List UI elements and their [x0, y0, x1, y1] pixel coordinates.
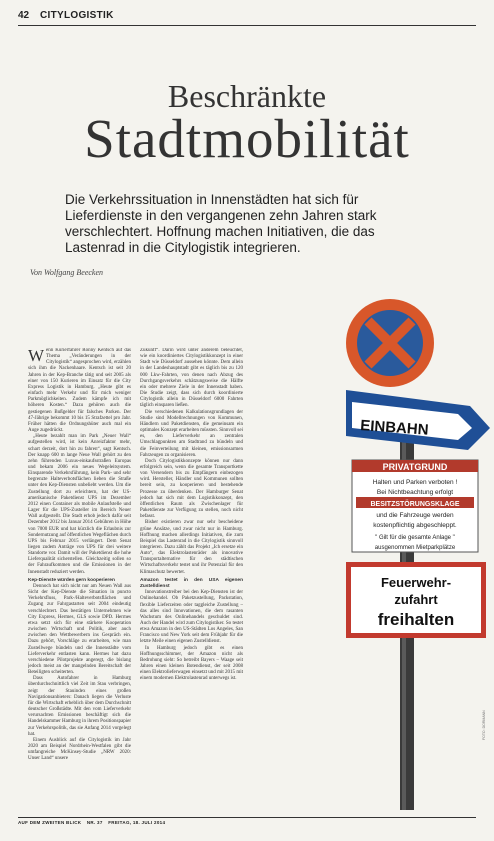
sign-besitz: BESITZSTÖRUNGSKLAGE [370, 501, 460, 508]
page-header [18, 10, 476, 24]
sign-gilt: " Gilt für die gesamte Anlage " [375, 535, 455, 541]
title-line-2: Stadtmobilität [84, 108, 410, 169]
col2-paragraph-5: Innovationstreiber bei den Kep-Diensten ist der Onlinehandel. Ob Paketzustellung, Packstation, flexible Lieferzeiten oder taggleiche Zustellung – das alles sind Innovationen, die dem rasanten Wachstum des Onlinehandels geschuldet sind. Auch der Handel wird zum Citylogistiker. So testet etwa Amazon in den US-Städten Los Angeles, San Francisco und New York seit dem Frühjahr für die letzte Meile einen eigenen Zustelldienst. [140, 590, 243, 645]
sign-privatgrund: PRIVATGRUND [382, 462, 448, 472]
page-number: 42 [18, 10, 30, 21]
col1-paragraph-2: „Heute bezahlt man im Park „Neuer Wall“ aufgestellen wird, ist kein Anreizfaktor mehr, schart derzeit, dort hin zu fahren“, sagt Kentsch. Der knapp 600 m lange Neue Wall gehört zu den zehn führenden Luxus-einkaufsstraßen Europas und bekam 2006 ein neues Wegeleitsystem. Einsparende Verkehrsführung, kein Park- und sehr begrenzte Halteverbotsflächen lieben die Straße unter den Kep-Diensten unbeliebt werden. Um die Zustellung dort zu erleichtern, hat der US-amerikanische Paketdienst UPS im Dezember 2012 einen Container als mobile Anlaufstelle und Lager für die UPS-Zusteller im Bereich Neuer Wall aufgestellt. Die Stadt erhob jedoch dafür seit Dezember 2012 bis Januar 2014 Gebühren in Höhe von 7000 EUR und hat kürzlich die Erlaubnis zur Sondernutzung auf öffentlichen Wegeflächen durch UPS bis Februar 2015 verlängert. Dem Senat liegen zudem Anträge von UPS für drei weitere Standorte vor. Damit will der Paketdienst die hohe Lieferqualität sicherstellen. Gleichzeitig sollen so der Fahraufkommen und die Emissionen in der Innenstadt reduziert werden. [28, 434, 131, 575]
col2-paragraph-6: In Hamburg jedoch gibt es einen Hoffnungsschimmer, der Amazon nicht als Bedrohung sieht: So betreibt Bayers – Waage seit Jahren einen kleinen Botendienst, der seit 2008 einen Elektrolieferwagen einsetzt und mit 2015 mit einem modernen Elektrolastenrad unterwegs ist. [140, 645, 243, 682]
col1-paragraph-1: enn Kurierfahrer Ronny Kentsch auf das Thema „Veränderungen in der Citylogistik“ angesprochen wird, erzählen sich ihm die Nackenhaare. Kentsch ist seit 20 Jahren in der Kep-Branche tätig und seit 2005 als einer von 150 Kurieren im Einsatz für die City Express Logistik in Hamburg. „Heute gibt es einfach mehr Verkehr und für mich weniger Parkmöglichkeiten. Zudem kämpfe ich mit höheren Kosten.“ Dazu gehören auch die gestiegenen Bußgelder für falsches Parken. Der 47-Jährige bekommt 10 bis 15 Strafzettel pro Jahr. Früher hätten die Ordnungshüter auch mal ein Auge zugedrückt. [28, 348, 131, 434]
fire-lane-sign [346, 562, 486, 638]
photo-credit: FOTO: DORMANN [482, 710, 486, 740]
sign-bei: Bei Nichtbeachtung erfolgt [376, 489, 454, 496]
footer-publication: AUF DEM ZWEITEN BLICK [18, 820, 82, 825]
col1-paragraph-5: Einem Ausblick auf die Citylogistik im Jahr 2020 am Beispiel Nordrhein-Westfalen gibt die umfangreiche McKinsey-Studie „NRW 2020: Unser Land“ unsere [28, 737, 131, 762]
col2-paragraph-3: Doch Citylogistikkonzepte können nur dann erfolgreich sein, wenn die gesamte Transportkette von Versendern bis zu Empfängern einbezogen wird. Hersteller, Händler und Kommunen sollten bereit sein, zu kooperieren und bestehende Prozesse zu überdenken. Der Hamburger Senat jedoch hat sich mit dem Logistikkonzept, den öffentlichen Raum als Zwischenlager für Paketdienste zur Verfügung zu stellen, noch nicht befasst. [140, 458, 243, 520]
sign-und: und die Fahrzeuge werden [376, 512, 454, 519]
col2-paragraph-1: Zukunft“. Darin wird unter anderem beleuchtet, wie ein koordiniertes Citylogistikkonzept in einer Stadt wie Düsseldorf aussehen könnte. Dem allein in der Landeshauptstadt gibt es täglich bis zu 120 000 Lkw-Fahrten, von denen nach Abzug des Durchgangsverkehrs schätzungsweise die Hälfte ein oder mehrere Ziele in der Innenstadt haben. Die Studie zeigt, dass sich durch koordinierte Citylogistik allein in Düsseldorf 6000 Fahrten täglich einsparen ließen. [140, 348, 243, 409]
sign-feuer-1: Feuerwehr- [380, 575, 452, 590]
one-way-sign [346, 390, 490, 450]
sign-ausgenommen: ausgenommen Mietparkplätze [374, 545, 456, 551]
col2-subheading: Amazon testet in den USA eigenen Zustelldienst [140, 577, 243, 589]
drop-cap: W [28, 348, 45, 365]
footer-date: FREITAG, 18. JULI 2014 [108, 820, 166, 825]
col1-paragraph-3: Dennoch hat sich nicht nur am Neuen Wall aus Sicht der Kep-Dienste die Situation in puncto Verkehrsfluss, Park-/Halteverbotsflächen und Zugang zur Fahrgastarten seit 2004 eindeutig verschlechtert. Das bestätigen Unternehmen wie City Express, Hermes, GLS sowie DPD. Hermes etwa setzt sich für eine stärkere Kooperation zwischen Wirtschaft und Politik, aber auch zwischen den Wettbewerbern ins Gespräch ein. Dazu gehört, Vorschläge zu erarbeiten, wie man Zustellwege bündeln und die Innenstädte vom Lieferverkehr entlasten kann. Hermes hat dazu verschiedene Pilotprojekte angeregt, die bislang jedoch meist an der mangelnden Bereitschaft der Beteiligten scheiterten. [28, 583, 131, 676]
page-footer [18, 817, 476, 825]
sign-feuer-3: freihalten [377, 610, 455, 629]
author-byline: Von Wolfgang Beecken [30, 268, 104, 277]
section-label: CITYLOGISTIK [40, 10, 114, 21]
footer-issue: NR. 37 [86, 820, 103, 825]
street-sign-photo [318, 288, 492, 810]
sign-halten: Halten und Parken verboten ! [372, 479, 458, 486]
col1-paragraph-4: Dass Autofahrer in Hamburg überdurchschnittlich viel Zeit im Stau verbringen, zeigt der Stauindex eines großen Navigationsanbieters: Danach liegen die Verluste für die Wirtschaft erheblich über dem Durchschnitt deutscher Großstädte. Mit den vom Lieferverkehr verursachten Emissionen beschäftigt sich die Handelskammer Hamburg in ihrem Positionspapier zur Verkehrspolitik, das sie Anfang 2014 vorgelegt hat. [28, 676, 131, 737]
article-column-2 [140, 348, 243, 800]
col2-paragraph-4: Bisher existieren zwar nur sehr bescheidene grüne Ansätze, und zwar nicht nur in Hamburg. Hoffnung machen allerdings Initiativen, die zum Beispiel das Lastenrad in die Citylogistik sinnvoll integrieren. Dazu zählt das Projekt „Ich ersetze ein Auto“, das Elektrolastenräder als innovative Transportalternative für den städtischen Wirtschaftsverkehr testet und ihr Potenzial für den Klimaschutz bewertet. [140, 520, 243, 575]
private-property-sign [352, 460, 478, 552]
lead-paragraph: Die Verkehrssituation in Innenstädten hat sich für Lieferdienste in den vergangenen zehn Jahren stark verschlechtert. Hoffnung machen Initiativen, die das Lastenrad in die Citylogistik integrieren. [65, 192, 377, 255]
street-sign-illustration [318, 288, 492, 810]
title-line-1: Beschränkte [167, 78, 327, 114]
col1-subheading: Kep-Dienste würden gern kooperieren [28, 577, 115, 583]
col2-paragraph-2: Die verschiedenen Kalkulationsgrundlagen der Studie sind Modellrechnungen von Kommunen, Händlern und Paketdiensten, die gemeinsam ein optimales Konzept erarbeiten müssten. Sinnvoll sei es, den Lieferverkehr an zentralen Umschlagpunkten am Stadtrand zu bündeln und die Feinverteilung mit kleinen, emissionsarmen Fahrzeugen zu organisieren. [140, 409, 243, 458]
no-stopping-sign-icon [346, 299, 434, 387]
sign-feuer-2: zufahrt [394, 592, 438, 607]
article-column-1 [28, 348, 131, 800]
sign-kosten: kostenpflichtig abgeschleppt. [373, 522, 457, 529]
one-way-sign-text: EINBAHN [359, 417, 430, 439]
header-rule [18, 25, 476, 26]
